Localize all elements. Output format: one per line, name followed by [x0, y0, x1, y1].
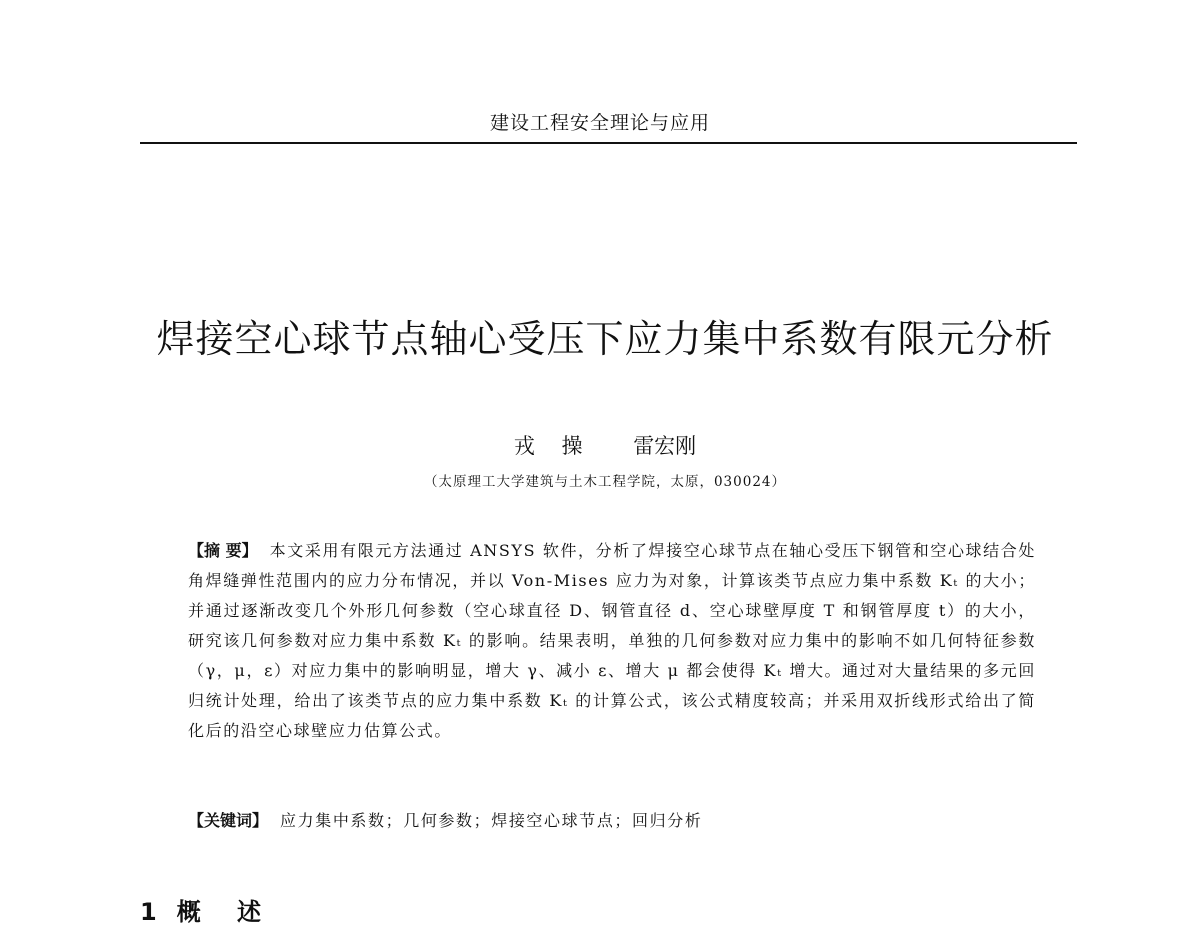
journal-header-title: 建设工程安全理论与应用 — [489, 112, 710, 134]
header-divider — [140, 142, 1077, 144]
abstract-label: 【摘 要】 — [188, 541, 258, 560]
section-title: 概 述 — [176, 898, 276, 926]
keywords-label: 【关键词】 — [188, 811, 269, 830]
author-2: 雷宏刚 — [633, 434, 697, 458]
abstract-text: 本文采用有限元方法通过 ANSYS 软件，分析了焊接空心球节点在轴心受压下钢管和空心球结合处角焊缝弹性范围内的应力分布情况，并以 Von-Mises 应力为对象，计算该类节点应力集中系数 Kₜ 的大小；并通过逐渐改变几个外形几何参数（空心球直径 D、钢管直径 d、空心球壁厚度 T 和钢管厚度 t）的大小，研究该几何参数对应力集中系数 Kₜ 的影响。结果表明，单独的几何参数对应力集中的影响不如几何特征参数（γ，μ，ε）对应力集中的影响明显，增大 γ、减小 ε、增大 μ 都会使得 Kₜ 增大。通过对大量结果的多元回归统计处理，给出了该类节点的应力集中系数 Kₜ 的计算公式，该公式精度较高；并采用双折线形式给出了简化后的沿空心球壁应力估算公式。 — [188, 541, 1036, 740]
keywords-block — [188, 806, 1036, 836]
author-list — [0, 430, 1200, 460]
section-heading — [140, 892, 275, 927]
abstract-block — [188, 536, 1036, 746]
paper-title: 焊接空心球节点轴心受压下应力集中系数有限元分析 — [156, 317, 1054, 361]
section-number: 1 — [140, 898, 157, 926]
keywords-text: 应力集中系数；几何参数；焊接空心球节点；回归分析 — [280, 811, 703, 830]
author-affiliation: （太原理工大学建筑与土木工程学院，太原，030024） — [423, 474, 787, 490]
author-1: 戎 操 — [513, 434, 583, 458]
